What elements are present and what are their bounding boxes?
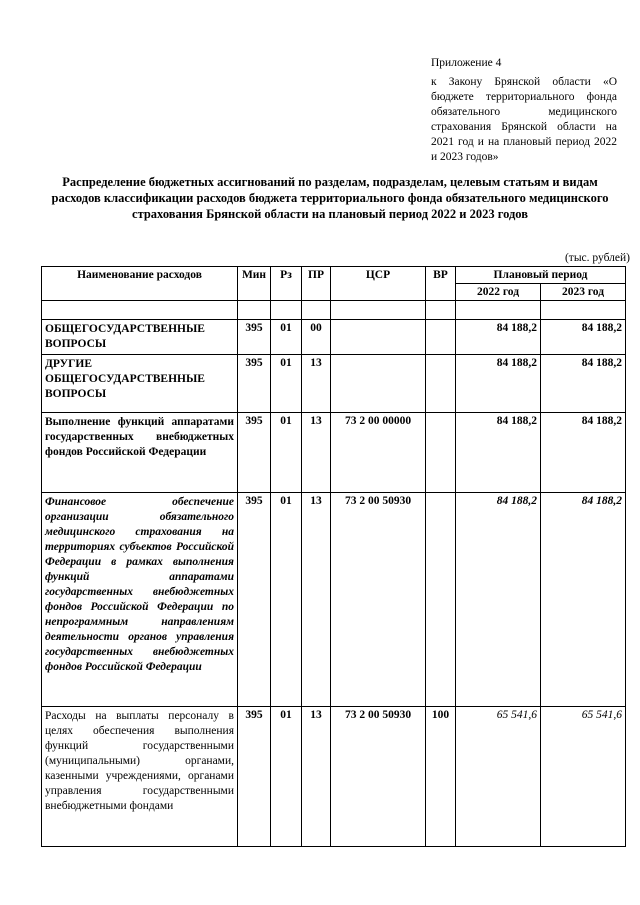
header-rz: Рз xyxy=(271,267,302,301)
header-name: Наименование расходов xyxy=(42,267,238,301)
units-label: (тыс. рублей) xyxy=(564,252,630,264)
row-name: Расходы на выплаты персоналу в целях обеспечения выполнения функций государственными (муниципальными) органами, казенными учреждениями, органами управления государственными внебюджетными фондами xyxy=(42,707,238,847)
row-csr: 73 2 00 50930 xyxy=(331,707,426,847)
header-2022: 2022 год xyxy=(456,284,541,301)
appendix-block xyxy=(431,56,617,165)
row-min: 395 xyxy=(238,413,271,493)
row-2023: 84 188,2 xyxy=(541,493,626,707)
header-2023: 2023 год xyxy=(541,284,626,301)
row-2022: 84 188,2 xyxy=(456,320,541,355)
row-rz: 01 xyxy=(271,707,302,847)
row-rz: 01 xyxy=(271,493,302,707)
row-name: Финансовое обеспечение организации обязательного медицинского страхования на территориях субъектов Российской Федерации в рамках выполнения функций аппаратами государственных внебюджетных фондов Российской Федерации по непрограммным направлениям деятельности органов управления государственных внебюджетных фондов Российской Федерации xyxy=(42,493,238,707)
row-2023: 84 188,2 xyxy=(541,320,626,355)
row-min: 395 xyxy=(238,707,271,847)
spacer-row xyxy=(42,301,626,320)
row-name: ОБЩЕГОСУДАРСТВЕННЫЕ ВОПРОСЫ xyxy=(42,320,238,355)
table-row xyxy=(42,355,626,413)
row-name: Выполнение функций аппаратами государственных внебюджетных фондов Российской Федерации xyxy=(42,413,238,493)
row-vr xyxy=(426,320,456,355)
table-row xyxy=(42,707,626,847)
row-pr: 00 xyxy=(302,320,331,355)
row-csr: 73 2 00 00000 xyxy=(331,413,426,493)
row-vr: 100 xyxy=(426,707,456,847)
row-rz: 01 xyxy=(271,355,302,413)
header-min: Мин xyxy=(238,267,271,301)
row-2022: 84 188,2 xyxy=(456,355,541,413)
table-row xyxy=(42,320,626,355)
row-csr xyxy=(331,320,426,355)
header-pr: ПР xyxy=(302,267,331,301)
budget-table xyxy=(41,266,626,847)
row-pr: 13 xyxy=(302,493,331,707)
table-row xyxy=(42,493,626,707)
document-title: Распределение бюджетных ассигнований по разделам, подразделам, целевым статьям и видам расходов классификации расходов бюджета территориального фонда обязательного медицинского страхования Брянской области на плановый период 2022 и 2023 годов xyxy=(51,175,609,221)
header-row xyxy=(42,267,626,284)
row-min: 395 xyxy=(238,355,271,413)
row-pr: 13 xyxy=(302,355,331,413)
row-vr xyxy=(426,413,456,493)
appendix-text: к Закону Брянской области «О бюджете территориального фонда обязательного медицинского страхования Брянской области на 2021 год и на плановый период 2022 и 2023 годов» xyxy=(431,76,617,163)
row-2023: 84 188,2 xyxy=(541,355,626,413)
appendix-title: Приложение 4 xyxy=(431,57,502,69)
row-name: ДРУГИЕ ОБЩЕГОСУДАРСТВЕННЫЕ ВОПРОСЫ xyxy=(42,355,238,413)
row-min: 395 xyxy=(238,493,271,707)
row-rz: 01 xyxy=(271,320,302,355)
table-row xyxy=(42,413,626,493)
row-pr: 13 xyxy=(302,413,331,493)
row-2023: 65 541,6 xyxy=(541,707,626,847)
header-csr: ЦСР xyxy=(331,267,426,301)
row-csr: 73 2 00 50930 xyxy=(331,493,426,707)
header-period: Плановый период xyxy=(456,267,626,284)
row-csr xyxy=(331,355,426,413)
row-vr xyxy=(426,355,456,413)
row-2022: 65 541,6 xyxy=(456,707,541,847)
header-vr: ВР xyxy=(426,267,456,301)
row-min: 395 xyxy=(238,320,271,355)
row-2022: 84 188,2 xyxy=(456,413,541,493)
row-rz: 01 xyxy=(271,413,302,493)
row-pr: 13 xyxy=(302,707,331,847)
row-2023: 84 188,2 xyxy=(541,413,626,493)
row-vr xyxy=(426,493,456,707)
row-2022: 84 188,2 xyxy=(456,493,541,707)
